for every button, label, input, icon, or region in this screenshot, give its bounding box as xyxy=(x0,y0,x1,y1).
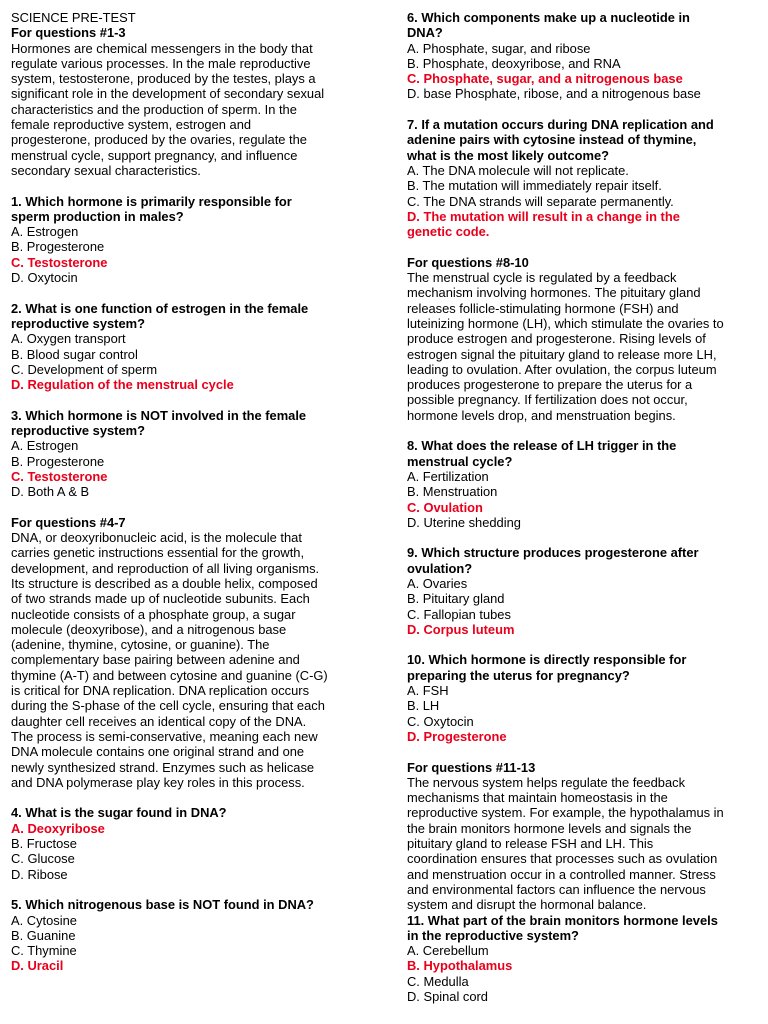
passage-line: nucleotide consists of a phosphate group, a sugar xyxy=(11,606,296,622)
option-a: A. FSH xyxy=(407,683,449,699)
question-text: 8. What does the release of LH trigger in the xyxy=(407,438,677,454)
passage-header: For questions #4-7 xyxy=(11,514,126,530)
option-d: D. Both A & B xyxy=(11,484,90,500)
test-title xyxy=(11,10,363,25)
correct-answer: C. Ovulation xyxy=(407,499,483,515)
question-7 xyxy=(407,117,759,239)
correct-answer: D. Regulation of the menstrual cycle xyxy=(11,377,234,393)
option-a: A. Fertilization xyxy=(407,468,489,484)
question-text: 9. Which structure produces progesterone after xyxy=(407,545,699,561)
option-a: A. Estrogen xyxy=(11,224,79,240)
option-b: B. Pituitary gland xyxy=(407,591,505,607)
question-1 xyxy=(11,194,363,286)
option-d: D. Spinal cord xyxy=(407,989,488,1004)
passage-header: For questions #8-10 xyxy=(407,254,529,270)
question-8 xyxy=(407,438,759,530)
passage-line: DNA molecule contains one original strand and one xyxy=(11,744,305,760)
passage-line: is critical for DNA replication. DNA replication occurs xyxy=(11,683,310,699)
option-a: A. The DNA molecule will not replicate. xyxy=(407,162,629,178)
passage-line: menstrual cycle, support pregnancy, and influence xyxy=(11,147,298,163)
option-d: D. Uterine shedding xyxy=(407,514,521,530)
question-9 xyxy=(407,545,759,637)
option-b: B. Progesterone xyxy=(11,239,105,255)
option-c: C. The DNA strands will separate permanently. xyxy=(407,193,674,209)
passage-line: progesterone, produced by the ovaries, regulate the xyxy=(11,132,307,148)
passage-line: leading to ovulation. After ovulation, the corpus luteum xyxy=(407,361,717,377)
passage-line: luteinizing hormone (LH), which stimulate the ovaries to xyxy=(407,315,724,331)
question-text: 11. What part of the brain monitors hormone levels xyxy=(407,912,718,928)
correct-answer: C. Testosterone xyxy=(11,468,108,484)
passage-2 xyxy=(11,515,363,790)
passage-line: during the S-phase of the cell cycle, ensuring that each xyxy=(11,698,325,714)
passage-line: releases follicle-stimulating hormone (FSH) and xyxy=(407,300,679,316)
option-c: C. Development of sperm xyxy=(11,361,158,377)
passage-line: coordination ensures that processes such as ovulation xyxy=(407,851,718,867)
passage-line: Its structure is described as a double helix, composed xyxy=(11,575,318,591)
passage-3 xyxy=(407,255,759,423)
correct-answer: C. Phosphate, sugar, and a nitrogenous base xyxy=(407,71,683,87)
passage-line: possible pregnancy. If fertilization does not occur, xyxy=(407,392,688,408)
passage-line: system, testosterone, produced by the testes, plays a xyxy=(11,71,316,87)
passage-line: mechanism involving hormones. The pituitary gland xyxy=(407,285,701,301)
passage-line: mechanisms that maintain homeostasis in the xyxy=(407,790,668,806)
correct-answer: C. Testosterone xyxy=(11,254,108,270)
option-c: C. Fallopian tubes xyxy=(407,606,511,622)
passage-line: molecule (deoxyribose), and a nitrogenous base xyxy=(11,621,287,637)
passage-line: (adenine, thymine, cytosine, or guanine). The xyxy=(11,637,270,653)
passage-line: thymine (A-T) and between cytosine and guanine (C-G) xyxy=(11,667,328,683)
passage-line: pituitary gland to release FSH and LH. This xyxy=(407,836,654,852)
question-text: 6. Which components make up a nucleotide in xyxy=(407,10,690,25)
option-c: C. Thymine xyxy=(11,943,77,959)
question-text: menstrual cycle? xyxy=(407,453,513,469)
question-10 xyxy=(407,652,759,744)
option-b: B. Progesterone xyxy=(11,453,105,469)
question-text: 2. What is one function of estrogen in the female xyxy=(11,300,309,316)
correct-answer: D. Uracil xyxy=(11,958,64,974)
option-b: B. Phosphate, deoxyribose, and RNA xyxy=(407,55,621,71)
passage-line: complementary base pairing between adenine and xyxy=(11,652,300,668)
question-text: 4. What is the sugar found in DNA? xyxy=(11,805,227,821)
question-11 xyxy=(407,913,759,1005)
passage-line: produce estrogen and progesterone. Rising levels of xyxy=(407,331,706,347)
passage-line: regulate various processes. In the male reproductive xyxy=(11,55,311,71)
correct-answer: D. Corpus luteum xyxy=(407,621,515,637)
option-d: D. base Phosphate, ribose, and a nitrogenous base xyxy=(407,86,701,102)
passage-line: and environmental factors can influence the nervous xyxy=(407,881,706,897)
passage-line: characteristics and the production of sperm. In the xyxy=(11,101,297,117)
option-b: B. Menstruation xyxy=(407,484,498,500)
option-c: C. Glucose xyxy=(11,851,75,867)
correct-answer: D. The mutation will result in a change in the xyxy=(407,208,680,224)
question-text: 3. Which hormone is NOT involved in the female xyxy=(11,407,307,423)
passage-1 xyxy=(11,25,363,178)
option-b: B. The mutation will immediately repair itself. xyxy=(407,178,662,194)
passage-line: hormone levels drop, and menstruation begins. xyxy=(407,407,676,423)
passage-line: carries genetic instructions essential for the growth, xyxy=(11,545,305,561)
question-text: adenine pairs with cytosine instead of thymine, xyxy=(407,132,697,148)
question-text: DNA? xyxy=(407,25,443,41)
question-text: in the reproductive system? xyxy=(407,927,579,943)
passage-line: secondary sexual characteristics. xyxy=(11,162,201,178)
option-c: C. Oxytocin xyxy=(407,713,474,729)
option-d: D. Ribose xyxy=(11,866,68,882)
passage-line: the brain monitors hormone levels and signals the xyxy=(407,820,692,836)
option-a: A. Oxygen transport xyxy=(11,331,126,347)
question-text: reproductive system? xyxy=(11,315,145,331)
passage-line: DNA, or deoxyribonucleic acid, is the molecule that xyxy=(11,530,302,546)
question-2 xyxy=(11,301,363,393)
correct-answer: D. Progesterone xyxy=(407,728,507,744)
option-a: A. Ovaries xyxy=(407,575,468,591)
option-b: B. Blood sugar control xyxy=(11,346,138,362)
passage-line: female reproductive system, estrogen and xyxy=(11,117,252,133)
question-text: 7. If a mutation occurs during DNA replication and xyxy=(407,117,714,133)
question-text: reproductive system? xyxy=(11,423,145,439)
option-d: D. Oxytocin xyxy=(11,270,78,286)
question-text: ovulation? xyxy=(407,560,473,576)
question-5 xyxy=(11,897,363,973)
question-6 xyxy=(407,10,759,102)
correct-answer: genetic code. xyxy=(407,224,490,240)
page-title: SCIENCE PRE-TEST xyxy=(11,10,136,25)
passage-line: The process is semi-conservative, meaning each new xyxy=(11,728,318,744)
passage-header: For questions #11-13 xyxy=(407,759,536,775)
passage-line: development, and reproduction of all living organisms. xyxy=(11,560,320,576)
option-a: A. Cytosine xyxy=(11,912,77,928)
correct-answer: B. Hypothalamus xyxy=(407,958,513,974)
question-3 xyxy=(11,408,363,500)
passage-line: significant role in the development of secondary sexual xyxy=(11,86,325,102)
passage-header: For questions #1-3 xyxy=(11,25,126,41)
option-a: A. Cerebellum xyxy=(407,943,489,959)
left-column xyxy=(11,10,363,989)
option-a: A. Phosphate, sugar, and ribose xyxy=(407,40,591,56)
passage-line: estrogen signal the pituitary gland to release more LH, xyxy=(407,346,717,362)
correct-answer: A. Deoxyribose xyxy=(11,820,105,836)
option-c: C. Medulla xyxy=(407,973,469,989)
question-4 xyxy=(11,805,363,881)
right-column xyxy=(407,10,759,1004)
passage-line: of two strands made up of nucleotide subunits. Each xyxy=(11,591,310,607)
passage-line: Hormones are chemical messengers in the body that xyxy=(11,40,313,56)
option-b: B. Guanine xyxy=(11,927,76,943)
passage-line: and DNA polymerase play key roles in this process. xyxy=(11,774,305,790)
passage-4 xyxy=(407,760,759,913)
passage-line: system and disrupt the hormonal balance. xyxy=(407,897,647,913)
passage-line: reproductive system. For example, the hypothalamus in xyxy=(407,805,724,821)
option-b: B. Fructose xyxy=(11,836,77,852)
option-a: A. Estrogen xyxy=(11,438,79,454)
question-text: what is the most likely outcome? xyxy=(407,147,609,163)
question-text: 5. Which nitrogenous base is NOT found in DNA? xyxy=(11,897,314,913)
question-text: sperm production in males? xyxy=(11,208,184,224)
passage-line: The menstrual cycle is regulated by a feedback xyxy=(407,270,677,286)
option-b: B. LH xyxy=(407,698,440,714)
question-text: preparing the uterus for pregnancy? xyxy=(407,667,630,683)
passage-line: newly synthesized strand. Enzymes such as helicase xyxy=(11,759,315,775)
passage-line: The nervous system helps regulate the feedback xyxy=(407,774,686,790)
passage-line: daughter cell receives an identical copy of the DNA. xyxy=(11,713,307,729)
question-text: 1. Which hormone is primarily responsible for xyxy=(11,193,292,209)
passage-line: produces progesterone to prepare the uterus for a xyxy=(407,377,693,393)
question-text: 10. Which hormone is directly responsible for xyxy=(407,652,687,668)
passage-line: and menstruation occur in a controlled manner. Stress xyxy=(407,866,716,882)
